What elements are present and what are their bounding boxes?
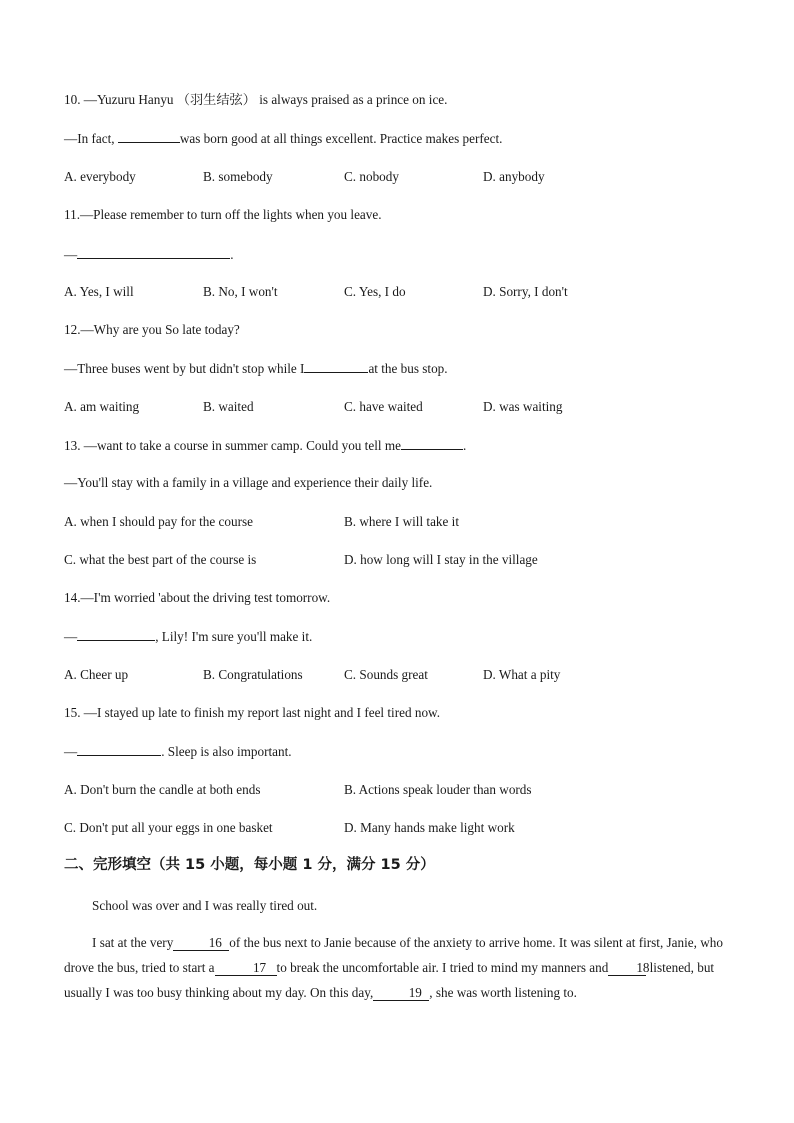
answer-blank[interactable] (77, 628, 155, 641)
question-13-stem (64, 437, 466, 454)
option-a[interactable]: A. am waiting (64, 399, 140, 414)
option-d[interactable]: D. was waiting (483, 399, 563, 414)
answer-blank[interactable] (77, 743, 161, 756)
cloze-blank-19[interactable]: 19 (373, 986, 429, 1001)
response-text: . Sleep is also important. (161, 744, 292, 759)
question-text: 15. —I stayed up late to finish my report last night and I feel tired now. (64, 705, 440, 720)
option-a[interactable]: A. Don't burn the candle at both ends (64, 782, 261, 797)
question-text: 14.—I'm worried 'about the driving test tomorrow. (64, 590, 331, 605)
response-text: at the bus stop. (368, 361, 448, 376)
response-text: —In fact, (64, 131, 118, 146)
question-10-stem (64, 92, 447, 108)
option-b[interactable]: B. Actions speak louder than words (344, 782, 532, 797)
option-d[interactable]: D. Sorry, I don't (483, 284, 568, 299)
response-text: — (64, 744, 78, 759)
answer-blank[interactable] (118, 130, 180, 143)
question-text: . (462, 438, 467, 453)
passage-text: , she was worth listening to. (429, 985, 577, 1000)
response-text: — (64, 629, 78, 644)
option-b[interactable]: B. waited (203, 399, 254, 414)
passage-paragraph-1: School was over and I was really tired out. (92, 898, 318, 913)
option-a[interactable]: A. Yes, I will (64, 284, 134, 299)
passage-text: to break the uncomfortable air. I tried to mind my manners and (276, 960, 609, 975)
section-heading: 二、完形填空（共 15 小题，每小题 1 分，满分 15 分） (64, 857, 435, 873)
response-text: , Lily! I'm sure you'll make it. (155, 629, 313, 644)
answer-blank[interactable] (304, 360, 368, 373)
option-d[interactable]: D. how long will I stay in the village (344, 552, 538, 567)
question-text: 11.—Please remember to turn off the lights when you leave. (64, 207, 382, 222)
question-15-response (64, 743, 292, 760)
option-d[interactable]: D. What a pity (483, 667, 561, 682)
option-c[interactable]: C. Sounds great (344, 667, 428, 682)
option-a[interactable]: A. everybody (64, 169, 136, 184)
response-text: — (64, 247, 78, 262)
cloze-blank-16[interactable]: 16 (173, 936, 229, 951)
option-c[interactable]: C. nobody (344, 169, 399, 184)
option-c[interactable]: C. Yes, I do (344, 284, 406, 299)
answer-blank[interactable] (401, 437, 463, 450)
question-12-stem (64, 322, 240, 338)
question-15-stem (64, 705, 440, 721)
question-11-response (64, 246, 233, 263)
passage-text: listened, but usually I was too busy thinking about my day. On this day, (64, 960, 715, 1000)
question-10-response (64, 130, 502, 147)
passage-paragraph-2 (64, 930, 730, 1005)
option-c[interactable]: C. what the best part of the course is (64, 552, 257, 567)
question-12-response (64, 360, 448, 377)
option-b[interactable]: B. No, I won't (203, 284, 278, 299)
cloze-blank-17[interactable]: 17 (215, 961, 277, 976)
cloze-blank-18[interactable]: 18 (608, 961, 646, 976)
question-text: 10. —Yuzuru Hanyu （羽生结弦） is always praised as a prince on ice. (64, 92, 448, 107)
option-b[interactable]: B. somebody (203, 169, 273, 184)
question-text: 12.—Why are you So late today? (64, 322, 240, 337)
response-text: —Three buses went by but didn't stop while I (64, 361, 305, 376)
answer-blank[interactable] (77, 246, 230, 259)
response-text: . (230, 247, 234, 262)
option-c[interactable]: C. Don't put all your eggs in one basket (64, 820, 273, 835)
passage-text: of the bus next to Janie because of the anxiety to arrive home. It was silent at first, Janie, who drove the bus, tried to start a (64, 935, 723, 975)
question-14-response (64, 628, 312, 645)
question-14-stem (64, 590, 330, 606)
question-text: 13. —want to take a course in summer camp. Could you tell me (64, 438, 401, 453)
question-13-response (64, 475, 432, 491)
option-a[interactable]: A. Cheer up (64, 667, 129, 682)
option-d[interactable]: D. Many hands make light work (344, 820, 515, 835)
question-11-stem (64, 207, 382, 223)
option-d[interactable]: D. anybody (483, 169, 545, 184)
option-b[interactable]: B. where I will take it (344, 514, 459, 529)
option-a[interactable]: A. when I should pay for the course (64, 514, 253, 529)
passage-text: I sat at the very (92, 935, 174, 950)
option-b[interactable]: B. Congratulations (203, 667, 303, 682)
response-text: was born good at all things excellent. Practice makes perfect. (179, 131, 503, 146)
response-text: —You'll stay with a family in a village and experience their daily life. (64, 475, 433, 490)
option-c[interactable]: C. have waited (344, 399, 423, 414)
